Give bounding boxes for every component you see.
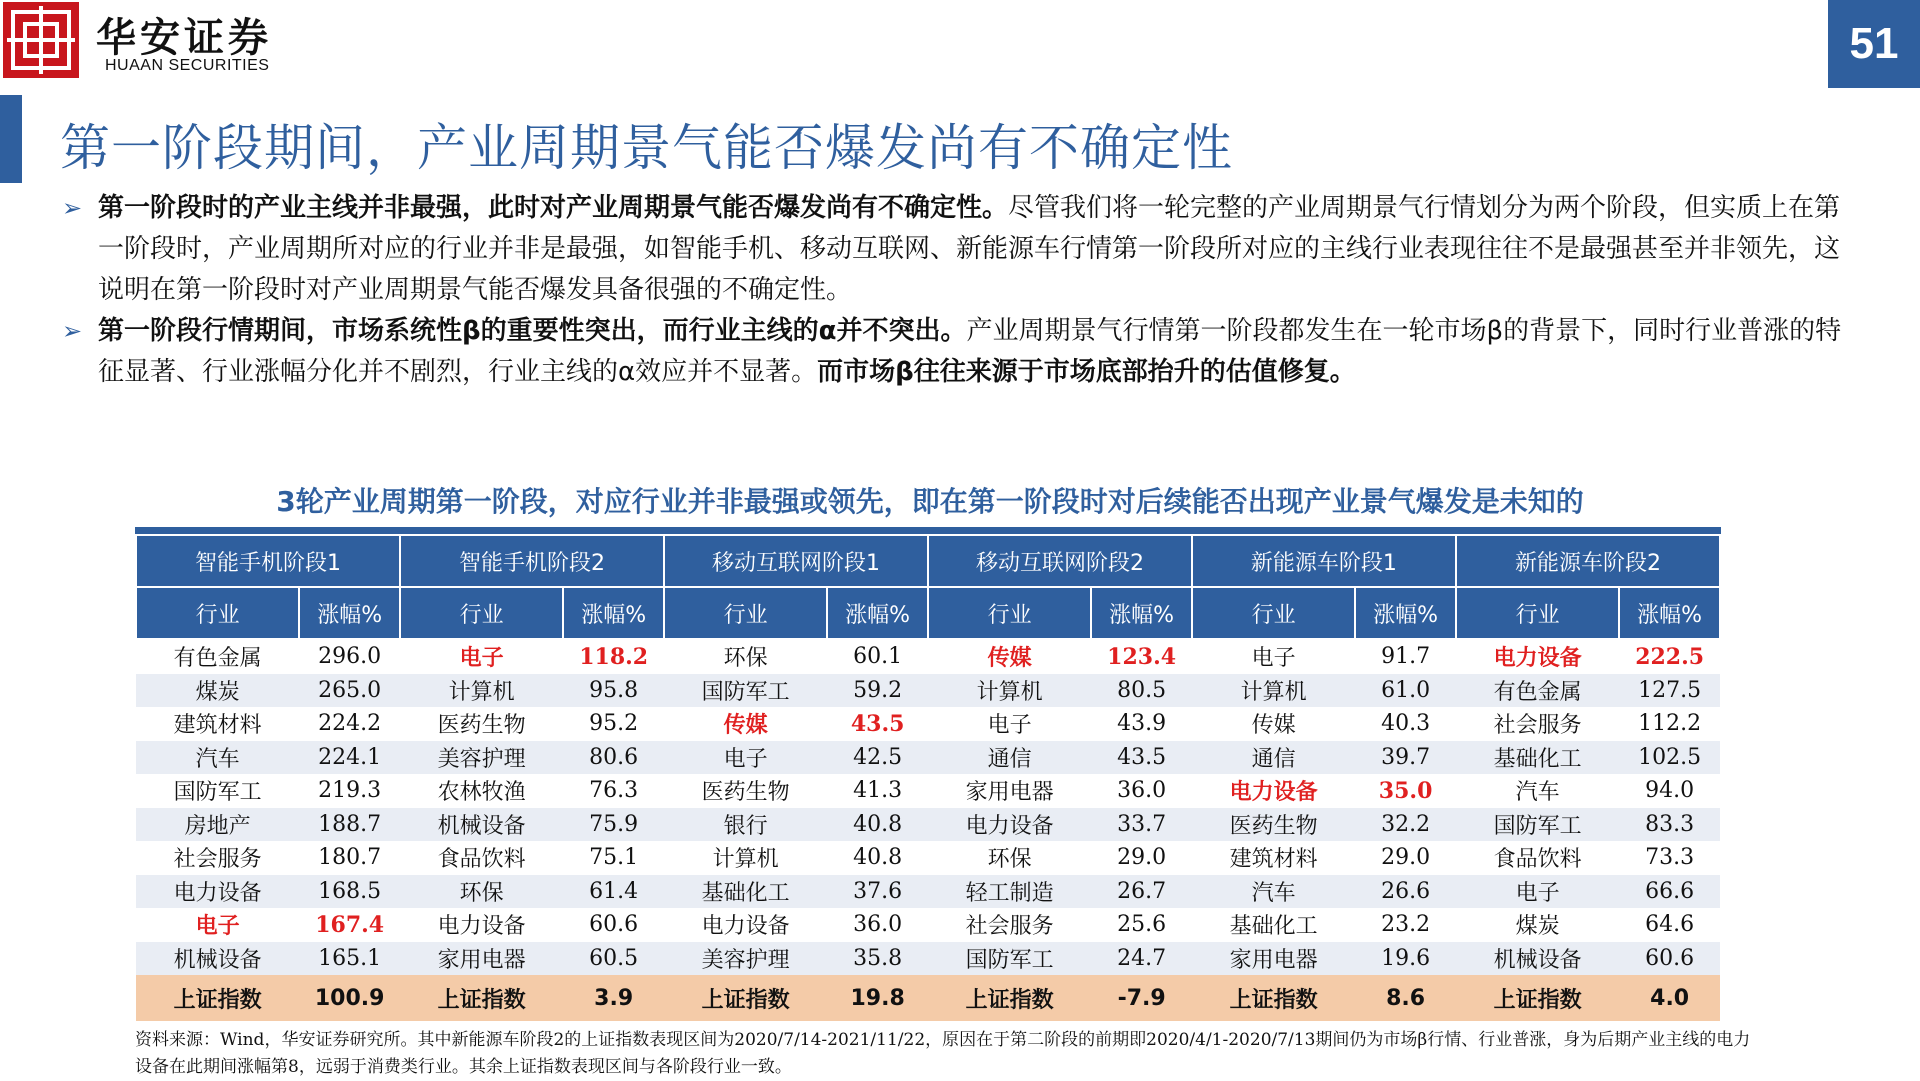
industry-cell: 食品饮料 (400, 841, 563, 875)
arrow-bullet-icon: ➢ (62, 317, 83, 345)
industry-cell: 电子 (1192, 639, 1355, 674)
table-row (136, 639, 1720, 674)
table-row (136, 841, 1720, 875)
change-cell: 75.9 (563, 808, 664, 842)
column-header-change: 涨幅% (299, 587, 400, 639)
change-cell: 23.2 (1355, 908, 1456, 942)
index-value-cell: 19.8 (827, 975, 928, 1021)
column-header-industry: 行业 (1192, 587, 1355, 639)
industry-cell: 国防军工 (136, 774, 299, 808)
index-label-cell: 上证指数 (664, 975, 827, 1021)
index-label-cell: 上证指数 (1456, 975, 1619, 1021)
brand-name-cn: 华安证券 (96, 14, 272, 61)
change-cell: 167.4 (299, 908, 400, 942)
change-cell: 95.2 (563, 707, 664, 741)
change-cell: 112.2 (1619, 707, 1720, 741)
index-value-cell: 8.6 (1355, 975, 1456, 1021)
change-cell: 224.1 (299, 741, 400, 775)
bullet-item-2 (62, 311, 1862, 393)
industry-cell: 环保 (400, 875, 563, 909)
industry-cell: 汽车 (136, 741, 299, 775)
index-total-row (136, 975, 1720, 1021)
change-cell: 43.5 (827, 707, 928, 741)
change-cell: 75.1 (563, 841, 664, 875)
industry-cell: 基础化工 (664, 875, 827, 909)
change-cell: 43.5 (1091, 741, 1192, 775)
change-cell: 60.1 (827, 639, 928, 674)
industry-cell: 医药生物 (400, 707, 563, 741)
industry-cell: 电力设备 (400, 908, 563, 942)
change-cell: 66.6 (1619, 875, 1720, 909)
industry-cell: 电子 (664, 741, 827, 775)
change-cell: 29.0 (1091, 841, 1192, 875)
industry-cell: 轻工制造 (928, 875, 1091, 909)
industry-cell: 房地产 (136, 808, 299, 842)
change-cell: 26.7 (1091, 875, 1192, 909)
bullet-item-1 (62, 188, 1862, 311)
table-row (136, 808, 1720, 842)
column-header-change: 涨幅% (1091, 587, 1192, 639)
industry-cell: 煤炭 (1456, 908, 1619, 942)
bullet-2-bold: 第一阶段行情期间，市场系统性β的重要性突出，而行业主线的α并不突出。 (98, 316, 967, 346)
column-header-industry: 行业 (400, 587, 563, 639)
table-title: 3轮产业周期第一阶段，对应行业并非最强或领先，即在第一阶段时对后续能否出现产业景气爆发是未知的 (276, 485, 1584, 518)
change-cell: 102.5 (1619, 741, 1720, 775)
industry-cell: 美容护理 (664, 942, 827, 976)
industry-cell: 电子 (400, 639, 563, 674)
industry-table (135, 527, 1721, 1021)
industry-cell: 社会服务 (928, 908, 1091, 942)
change-cell: 43.9 (1091, 707, 1192, 741)
change-cell: 118.2 (563, 639, 664, 674)
industry-cell: 通信 (928, 741, 1091, 775)
industry-cell: 电子 (928, 707, 1091, 741)
industry-cell: 电子 (1456, 875, 1619, 909)
change-cell: 165.1 (299, 942, 400, 976)
group-header: 智能手机阶段1 (136, 535, 400, 587)
industry-cell: 煤炭 (136, 674, 299, 708)
change-cell: 29.0 (1355, 841, 1456, 875)
column-header-industry: 行业 (664, 587, 827, 639)
page-number: 51 (1828, 0, 1920, 88)
industry-cell: 汽车 (1456, 774, 1619, 808)
change-cell: 80.5 (1091, 674, 1192, 708)
page-title: 第一阶段期间，产业周期景气能否爆发尚有不确定性 (60, 119, 1233, 177)
change-cell: 83.3 (1619, 808, 1720, 842)
industry-cell: 计算机 (664, 841, 827, 875)
change-cell: 222.5 (1619, 639, 1720, 674)
index-value-cell: 4.0 (1619, 975, 1720, 1021)
change-cell: 76.3 (563, 774, 664, 808)
change-cell: 224.2 (299, 707, 400, 741)
change-cell: 64.6 (1619, 908, 1720, 942)
change-cell: 42.5 (827, 741, 928, 775)
bullet-2-text: 产业周期景气行情第一阶段都发生在一轮市场β的背景下，同时行业普涨的特征显著、行业涨幅分化并不剧烈，行业主线的α效应并不显著。 (98, 316, 1842, 387)
change-cell: 36.0 (1091, 774, 1192, 808)
table-row (136, 774, 1720, 808)
column-header-change: 涨幅% (563, 587, 664, 639)
change-cell: 41.3 (827, 774, 928, 808)
industry-cell: 基础化工 (1192, 908, 1355, 942)
table-row (136, 908, 1720, 942)
industry-cell: 电子 (136, 908, 299, 942)
change-cell: 296.0 (299, 639, 400, 674)
change-cell: 26.6 (1355, 875, 1456, 909)
group-header: 移动互联网阶段1 (664, 535, 928, 587)
group-header: 智能手机阶段2 (400, 535, 664, 587)
group-header: 新能源车阶段1 (1192, 535, 1456, 587)
industry-cell: 传媒 (1192, 707, 1355, 741)
industry-cell: 农林牧渔 (400, 774, 563, 808)
bullet-1-bold: 第一阶段时的产业主线并非最强，此时对产业周期景气能否爆发尚有不确定性。 (98, 193, 1009, 223)
table-row (136, 741, 1720, 775)
industry-cell: 有色金属 (1456, 674, 1619, 708)
industry-cell: 电力设备 (664, 908, 827, 942)
brand-name-en: HUAAN SECURITIES (105, 57, 270, 74)
industry-cell: 计算机 (400, 674, 563, 708)
table-row (136, 875, 1720, 909)
change-cell: 94.0 (1619, 774, 1720, 808)
industry-cell: 环保 (664, 639, 827, 674)
industry-cell: 基础化工 (1456, 741, 1619, 775)
industry-cell: 机械设备 (1456, 942, 1619, 976)
change-cell: 180.7 (299, 841, 400, 875)
column-header-change: 涨幅% (1355, 587, 1456, 639)
industry-cell: 医药生物 (1192, 808, 1355, 842)
table-column-header-row (136, 587, 1720, 639)
change-cell: 80.6 (563, 741, 664, 775)
industry-cell: 传媒 (928, 639, 1091, 674)
industry-cell: 电力设备 (1456, 639, 1619, 674)
change-cell: 60.5 (563, 942, 664, 976)
index-label-cell: 上证指数 (136, 975, 299, 1021)
change-cell: 59.2 (827, 674, 928, 708)
group-header: 移动互联网阶段2 (928, 535, 1192, 587)
change-cell: 61.0 (1355, 674, 1456, 708)
industry-cell: 电力设备 (1192, 774, 1355, 808)
industry-cell: 家用电器 (1192, 942, 1355, 976)
change-cell: 19.6 (1355, 942, 1456, 976)
industry-cell: 医药生物 (664, 774, 827, 808)
industry-cell: 美容护理 (400, 741, 563, 775)
industry-cell: 社会服务 (136, 841, 299, 875)
index-value-cell: -7.9 (1091, 975, 1192, 1021)
column-header-industry: 行业 (928, 587, 1091, 639)
bullet-1-text: 尽管我们将一轮完整的产业周期景气行情划分为两个阶段，但实质上在第一阶段时，产业周期所对应的行业并非是最强，如智能手机、移动互联网、新能源车行情第一阶段所对应的主线行业表现往往不是最强甚至并非领先，这说明在第一阶段时对产业周期景气能否爆发具备很强的不确定性。 (98, 193, 1841, 305)
change-cell: 219.3 (299, 774, 400, 808)
change-cell: 25.6 (1091, 908, 1192, 942)
industry-cell: 计算机 (1192, 674, 1355, 708)
industry-cell: 汽车 (1192, 875, 1355, 909)
change-cell: 265.0 (299, 674, 400, 708)
table-top-rule (135, 527, 1721, 534)
change-cell: 73.3 (1619, 841, 1720, 875)
change-cell: 40.3 (1355, 707, 1456, 741)
column-header-change: 涨幅% (1619, 587, 1720, 639)
index-value-cell: 3.9 (563, 975, 664, 1021)
change-cell: 168.5 (299, 875, 400, 909)
industry-cell: 有色金属 (136, 639, 299, 674)
industry-cell: 建筑材料 (136, 707, 299, 741)
change-cell: 33.7 (1091, 808, 1192, 842)
change-cell: 40.8 (827, 841, 928, 875)
change-cell: 35.8 (827, 942, 928, 976)
index-value-cell: 100.9 (299, 975, 400, 1021)
change-cell: 60.6 (1619, 942, 1720, 976)
source-note: 资料来源：Wind，华安证券研究所。其中新能源车阶段2的上证指数表现区间为2020/7/14-2021/11/22，原因在于第二阶段的前期即2020/4/1-2020/7/13期间仍为市场β行情、行业普涨，身为后期产业主线的电力设备在此期间涨幅第8，远弱于消费类行业。其余上证指数表现区间与各阶段行业一致。 (135, 1030, 1751, 1077)
change-cell: 37.6 (827, 875, 928, 909)
table-group-header-row (136, 535, 1720, 587)
industry-cell: 电力设备 (136, 875, 299, 909)
change-cell: 24.7 (1091, 942, 1192, 976)
table-row (136, 674, 1720, 708)
column-header-change: 涨幅% (827, 587, 928, 639)
industry-cell: 家用电器 (928, 774, 1091, 808)
change-cell: 36.0 (827, 908, 928, 942)
industry-cell: 食品饮料 (1456, 841, 1619, 875)
group-header: 新能源车阶段2 (1456, 535, 1720, 587)
table-row (136, 942, 1720, 976)
column-header-industry: 行业 (136, 587, 299, 639)
industry-cell: 国防军工 (928, 942, 1091, 976)
change-cell: 127.5 (1619, 674, 1720, 708)
change-cell: 40.8 (827, 808, 928, 842)
change-cell: 35.0 (1355, 774, 1456, 808)
change-cell: 95.8 (563, 674, 664, 708)
industry-cell: 机械设备 (136, 942, 299, 976)
bullet-2-bold-tail: 而市场β往往来源于市场底部抬升的估值修复。 (817, 357, 1356, 387)
title-accent-bar (0, 95, 22, 183)
index-label-cell: 上证指数 (928, 975, 1091, 1021)
industry-cell: 环保 (928, 841, 1091, 875)
huaan-logo-icon (3, 2, 79, 78)
table-row (136, 707, 1720, 741)
change-cell: 123.4 (1091, 639, 1192, 674)
industry-cell: 建筑材料 (1192, 841, 1355, 875)
arrow-bullet-icon: ➢ (62, 194, 83, 222)
industry-cell: 电力设备 (928, 808, 1091, 842)
industry-cell: 通信 (1192, 741, 1355, 775)
change-cell: 61.4 (563, 875, 664, 909)
bullet-list (62, 188, 1862, 393)
index-label-cell: 上证指数 (1192, 975, 1355, 1021)
industry-cell: 国防军工 (664, 674, 827, 708)
industry-cell: 国防军工 (1456, 808, 1619, 842)
industry-cell: 银行 (664, 808, 827, 842)
industry-cell: 机械设备 (400, 808, 563, 842)
change-cell: 32.2 (1355, 808, 1456, 842)
column-header-industry: 行业 (1456, 587, 1619, 639)
index-label-cell: 上证指数 (400, 975, 563, 1021)
industry-cell: 家用电器 (400, 942, 563, 976)
industry-cell: 社会服务 (1456, 707, 1619, 741)
industry-cell: 传媒 (664, 707, 827, 741)
industry-cell: 计算机 (928, 674, 1091, 708)
change-cell: 39.7 (1355, 741, 1456, 775)
change-cell: 188.7 (299, 808, 400, 842)
change-cell: 60.6 (563, 908, 664, 942)
change-cell: 91.7 (1355, 639, 1456, 674)
